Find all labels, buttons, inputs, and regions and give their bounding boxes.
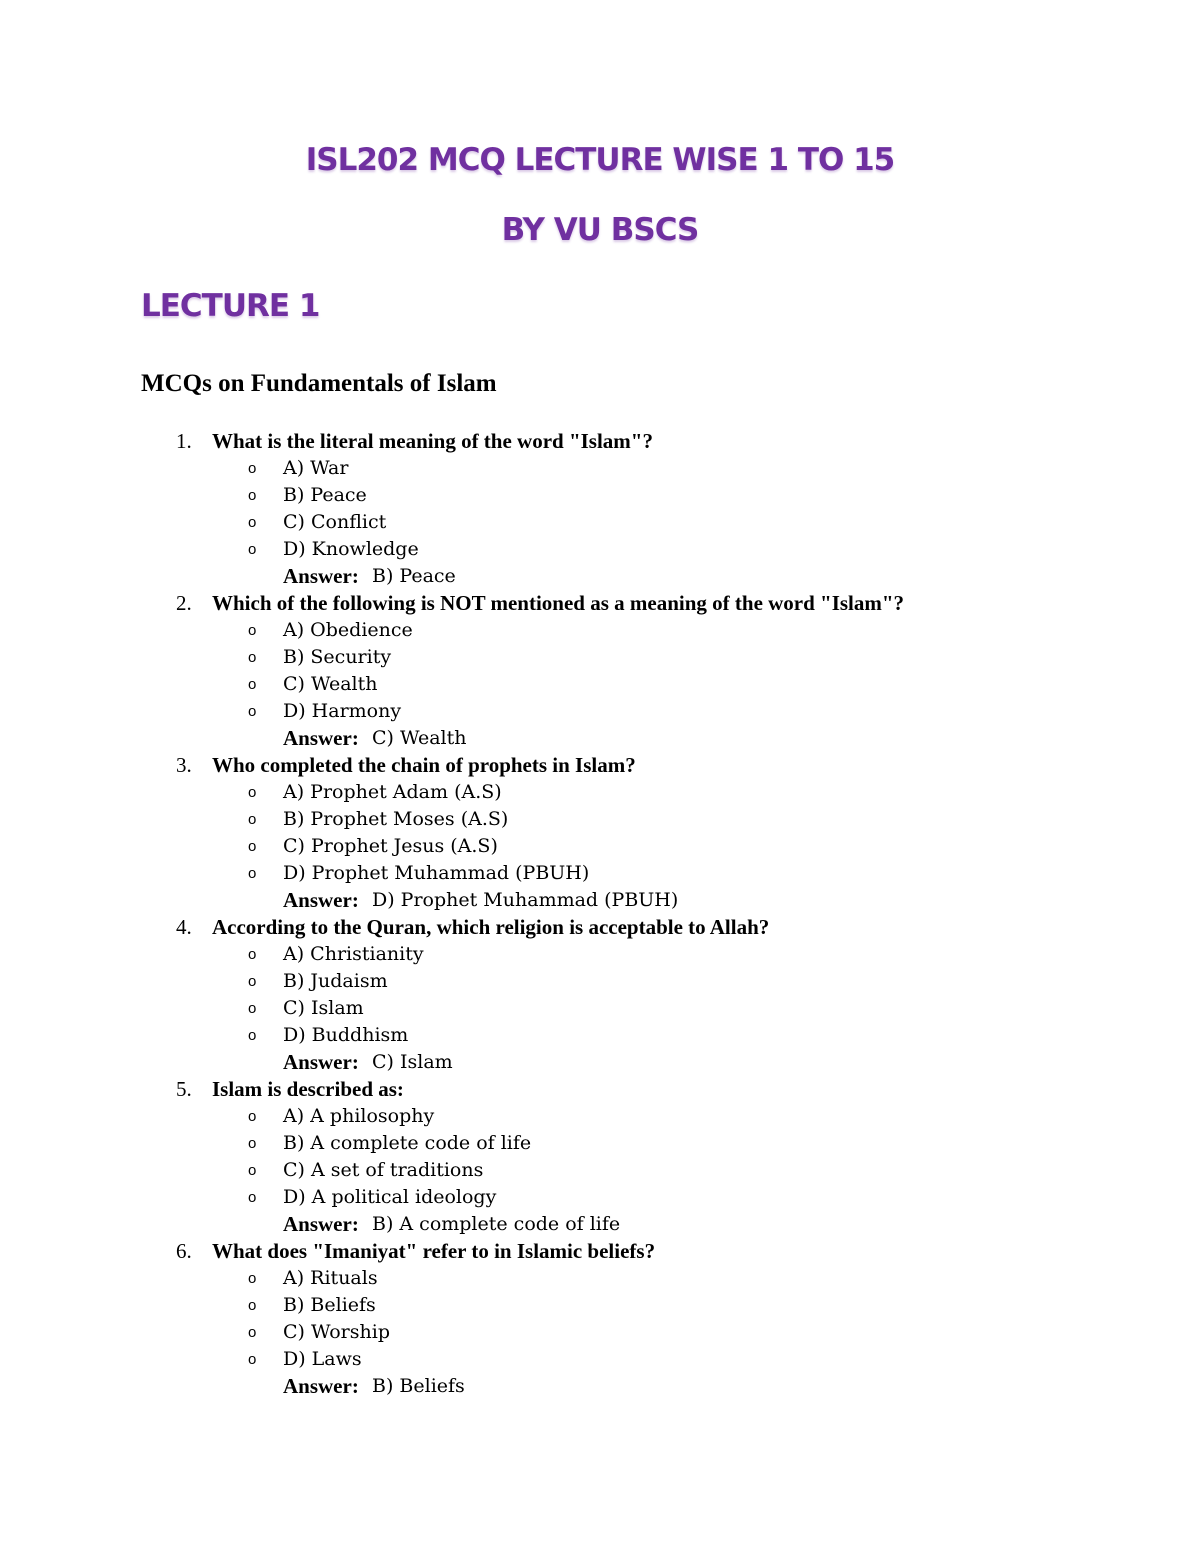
option-text: D) Harmony: [283, 700, 402, 722]
option-text: B) Judaism: [283, 970, 388, 992]
question-text: Who completed the chain of prophets in Islam?: [212, 753, 636, 777]
circle-bullet-icon: o: [248, 1108, 257, 1125]
answer-label: Answer:: [283, 888, 359, 912]
option-item: [0, 1292, 1200, 1319]
circle-bullet-icon: o: [248, 1189, 257, 1206]
answer-value: B) A complete code of life: [372, 1213, 621, 1235]
option-text: C) A set of traditions: [283, 1159, 484, 1181]
question-text: What does "Imaniyat" refer to in Islamic beliefs?: [212, 1239, 656, 1263]
option-list: [0, 779, 1200, 887]
option-text: D) A political ideology: [283, 1186, 497, 1208]
option-text: A) Rituals: [283, 1267, 378, 1289]
circle-bullet-icon: o: [248, 703, 257, 720]
circle-bullet-icon: o: [248, 649, 257, 666]
lecture-heading: LECTURE 1: [141, 288, 320, 324]
option-text: B) Peace: [283, 484, 367, 506]
option-item: [0, 1184, 1200, 1211]
circle-bullet-icon: o: [248, 811, 257, 828]
section-heading: MCQs on Fundamentals of Islam: [141, 370, 497, 397]
option-item: [0, 644, 1200, 671]
answer-line: [0, 1373, 1200, 1400]
answer-label: Answer:: [283, 1374, 359, 1398]
circle-bullet-icon: o: [248, 676, 257, 693]
option-text: C) Conflict: [283, 511, 387, 533]
option-text: C) Wealth: [283, 673, 378, 695]
option-list: [0, 617, 1200, 725]
option-text: A) War: [283, 457, 349, 479]
option-list: [0, 1265, 1200, 1373]
answer-value: B) Peace: [372, 565, 456, 587]
circle-bullet-icon: o: [248, 1135, 257, 1152]
option-item: [0, 617, 1200, 644]
answer-line: [0, 725, 1200, 752]
circle-bullet-icon: o: [248, 1270, 257, 1287]
option-text: A) Christianity: [283, 943, 424, 965]
question-item: [0, 1238, 1200, 1400]
option-text: A) Obedience: [283, 619, 413, 641]
question-item: [0, 1076, 1200, 1238]
option-item: [0, 860, 1200, 887]
option-item: [0, 455, 1200, 482]
question-text: Which of the following is NOT mentioned as a meaning of the word "Islam"?: [212, 591, 905, 615]
answer-line: [0, 563, 1200, 590]
question-item: [0, 590, 1200, 752]
circle-bullet-icon: o: [248, 460, 257, 477]
option-item: [0, 833, 1200, 860]
option-list: [0, 1103, 1200, 1211]
circle-bullet-icon: o: [248, 1162, 257, 1179]
option-text: D) Buddhism: [283, 1024, 409, 1046]
question-item: [0, 914, 1200, 1076]
circle-bullet-icon: o: [248, 1324, 257, 1341]
option-text: C) Islam: [283, 997, 364, 1019]
option-item: [0, 1319, 1200, 1346]
question-number: 2.: [176, 591, 192, 615]
answer-label: Answer:: [283, 1212, 359, 1236]
circle-bullet-icon: o: [248, 514, 257, 531]
answer-value: C) Islam: [372, 1051, 453, 1073]
option-item: [0, 1265, 1200, 1292]
option-item: [0, 698, 1200, 725]
circle-bullet-icon: o: [248, 1351, 257, 1368]
option-item: [0, 536, 1200, 563]
option-text: D) Knowledge: [283, 538, 419, 560]
answer-value: D) Prophet Muhammad (PBUH): [372, 889, 679, 911]
option-item: [0, 806, 1200, 833]
option-list: [0, 941, 1200, 1049]
option-item: [0, 509, 1200, 536]
question-number: 6.: [176, 1239, 192, 1263]
option-text: B) Beliefs: [283, 1294, 376, 1316]
option-item: [0, 1157, 1200, 1184]
circle-bullet-icon: o: [248, 1027, 257, 1044]
circle-bullet-icon: o: [248, 622, 257, 639]
option-text: A) Prophet Adam (A.S): [283, 781, 502, 803]
option-item: [0, 482, 1200, 509]
question-text: What is the literal meaning of the word "Islam"?: [212, 429, 653, 453]
circle-bullet-icon: o: [248, 487, 257, 504]
circle-bullet-icon: o: [248, 1000, 257, 1017]
option-item: [0, 1103, 1200, 1130]
option-item: [0, 671, 1200, 698]
option-item: [0, 1346, 1200, 1373]
answer-label: Answer:: [283, 726, 359, 750]
option-text: A) A philosophy: [283, 1105, 435, 1127]
option-text: D) Prophet Muhammad (PBUH): [283, 862, 590, 884]
answer-value: C) Wealth: [372, 727, 467, 749]
question-number: 3.: [176, 753, 192, 777]
question-text: According to the Quran, which religion is acceptable to Allah?: [212, 915, 770, 939]
circle-bullet-icon: o: [248, 838, 257, 855]
question-item: [0, 752, 1200, 914]
option-text: C) Worship: [283, 1321, 390, 1343]
circle-bullet-icon: o: [248, 1297, 257, 1314]
option-item: [0, 1022, 1200, 1049]
option-item: [0, 1130, 1200, 1157]
document-title: ISL202 MCQ LECTURE WISE 1 TO 15: [305, 142, 895, 178]
answer-value: B) Beliefs: [372, 1375, 465, 1397]
option-list: [0, 455, 1200, 563]
option-text: B) A complete code of life: [283, 1132, 532, 1154]
option-item: [0, 779, 1200, 806]
circle-bullet-icon: o: [248, 865, 257, 882]
circle-bullet-icon: o: [248, 946, 257, 963]
question-number: 5.: [176, 1077, 192, 1101]
option-text: B) Prophet Moses (A.S): [283, 808, 509, 830]
circle-bullet-icon: o: [248, 973, 257, 990]
answer-line: [0, 1211, 1200, 1238]
circle-bullet-icon: o: [248, 784, 257, 801]
question-number: 4.: [176, 915, 192, 939]
question-item: [0, 428, 1200, 590]
option-text: C) Prophet Jesus (A.S): [283, 835, 498, 857]
option-item: [0, 941, 1200, 968]
option-item: [0, 968, 1200, 995]
question-text: Islam is described as:: [212, 1077, 404, 1101]
question-list: [0, 428, 1200, 1400]
answer-label: Answer:: [283, 1050, 359, 1074]
option-item: [0, 995, 1200, 1022]
option-text: D) Laws: [283, 1348, 362, 1370]
question-number: 1.: [176, 429, 192, 453]
answer-line: [0, 1049, 1200, 1076]
circle-bullet-icon: o: [248, 541, 257, 558]
answer-line: [0, 887, 1200, 914]
answer-label: Answer:: [283, 564, 359, 588]
option-text: B) Security: [283, 646, 392, 668]
document-subtitle: BY VU BSCS: [501, 212, 699, 248]
